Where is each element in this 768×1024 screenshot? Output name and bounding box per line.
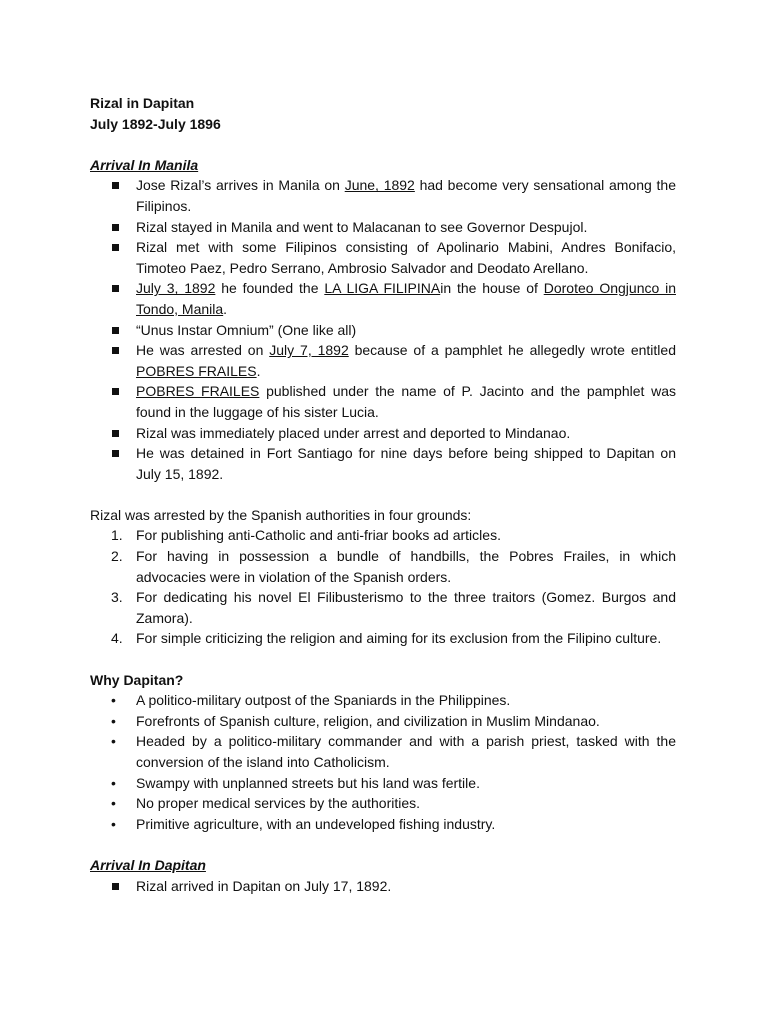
underlined-date: July 7, 1892 xyxy=(269,342,349,359)
square-bullet-icon xyxy=(112,430,119,437)
list-item xyxy=(90,423,676,444)
spacer xyxy=(90,834,676,855)
item-text: “Unus Instar Omnium” (One like all) xyxy=(136,321,357,338)
arrival-manila-list xyxy=(90,175,676,484)
item-number: 4. xyxy=(111,630,123,647)
list-item xyxy=(90,340,676,381)
list-item xyxy=(90,793,676,814)
spacer xyxy=(90,134,676,155)
list-item xyxy=(90,690,676,711)
section-heading-arrival-dapitan: Arrival In Dapitan xyxy=(90,856,206,873)
round-bullet-icon: • xyxy=(111,815,116,832)
item-number: 3. xyxy=(111,589,123,606)
item-text: Forefronts of Spanish culture, religion, and civilization in Muslim Mindanao. xyxy=(136,712,600,729)
item-text: Rizal arrived in Dapitan on July 17, 1892. xyxy=(136,877,392,894)
item-text: Rizal met with some Filipinos consisting of Apolinario Mabini, Andres Bonifacio, Timoteo Paez, Pedro Serrano, Ambrosio Salvador and Deodato Arellano. xyxy=(136,239,676,276)
item-text: For simple criticizing the religion and aiming for its exclusion from the Filipino culture. xyxy=(136,630,662,647)
round-bullet-icon: • xyxy=(111,795,116,812)
item-text: Jose Rizal’s arrives in Manila on xyxy=(136,177,345,194)
underlined-title: POBRES FRAILES xyxy=(136,362,257,379)
list-item xyxy=(90,546,676,587)
list-item xyxy=(90,320,676,341)
item-text: . xyxy=(223,300,228,317)
square-bullet-icon xyxy=(112,327,119,334)
round-bullet-icon: • xyxy=(111,692,116,709)
item-text: Primitive agriculture, with an undeveloped fishing industry. xyxy=(136,815,496,832)
spacer xyxy=(90,484,676,505)
item-text: Rizal was immediately placed under arrest and deported to Mindanao. xyxy=(136,424,571,441)
square-bullet-icon xyxy=(112,347,119,354)
list-item xyxy=(90,381,676,422)
item-text: published under the name of P. Jacinto and the pamphlet was found in the luggage of his sister Lucia. xyxy=(136,383,677,420)
square-bullet-icon xyxy=(112,883,119,890)
item-text: Rizal stayed in Manila and went to Malacanan to see Governor Despujol. xyxy=(136,218,588,235)
list-item xyxy=(90,525,676,546)
square-bullet-icon xyxy=(112,285,119,292)
underlined-name: LA LIGA FILIPINA xyxy=(324,280,441,297)
arrival-dapitan-list xyxy=(90,876,676,897)
list-item xyxy=(90,175,676,216)
item-number: 2. xyxy=(111,548,123,565)
list-item xyxy=(90,814,676,835)
section-heading-why-dapitan: Why Dapitan? xyxy=(90,671,184,688)
underlined-date: June, 1892 xyxy=(344,177,415,194)
list-item xyxy=(90,278,676,319)
item-text: he founded the xyxy=(215,280,325,297)
document-dates: July 1892-July 1896 xyxy=(90,115,221,132)
document-body xyxy=(90,93,676,896)
square-bullet-icon xyxy=(112,182,119,189)
item-text: He was detained in Fort Santiago for nine days before being shipped to Dapitan on July 15, 1892. xyxy=(136,445,676,482)
square-bullet-icon xyxy=(112,388,119,395)
grounds-list xyxy=(90,525,676,649)
item-text: For having in possession a bundle of handbills, the Pobres Frailes, in which advocacies were in violation of the Spanish orders. xyxy=(136,548,676,585)
round-bullet-icon: • xyxy=(111,712,116,729)
item-text: Swampy with unplanned streets but his land was fertile. xyxy=(136,774,480,791)
square-bullet-icon xyxy=(112,224,119,231)
item-text: . xyxy=(256,362,261,379)
underlined-date: July 3, 1892 xyxy=(136,280,216,297)
why-dapitan-list xyxy=(90,690,676,834)
square-bullet-icon xyxy=(112,450,119,457)
grounds-intro: Rizal was arrested by the Spanish authorities in four grounds: xyxy=(90,506,472,523)
underlined-title: POBRES FRAILES xyxy=(136,383,260,400)
list-item xyxy=(90,217,676,238)
item-text: because of a pamphlet he allegedly wrote entitled xyxy=(348,342,676,359)
item-text: For publishing anti-Catholic and anti-friar books ad articles. xyxy=(136,527,501,544)
underlined-place: Doroteo Ongjunco in Tondo, Manila xyxy=(136,280,676,317)
item-text: A politico-military outpost of the Spaniards in the Philippines. xyxy=(136,692,511,709)
item-text: For dedicating his novel El Filibusterismo to the three traitors (Gomez. Burgos and Zamora). xyxy=(136,589,676,626)
item-text: in the house of xyxy=(440,280,544,297)
round-bullet-icon: • xyxy=(111,774,116,791)
list-item xyxy=(90,773,676,794)
list-item xyxy=(90,587,676,628)
list-item xyxy=(90,237,676,278)
item-text: had become very sensational among the Filipinos. xyxy=(136,177,676,214)
list-item xyxy=(90,731,676,772)
item-text: No proper medical services by the authorities. xyxy=(136,795,421,812)
square-bullet-icon xyxy=(112,244,119,251)
list-item xyxy=(90,711,676,732)
item-text: Headed by a politico-military commander and with a parish priest, tasked with the conversion of the island into Catholicism. xyxy=(136,733,676,770)
list-item xyxy=(90,876,676,897)
spacer xyxy=(90,649,676,670)
section-heading-arrival-manila: Arrival In Manila xyxy=(90,156,199,173)
document-title: Rizal in Dapitan xyxy=(90,95,195,111)
round-bullet-icon: • xyxy=(111,733,116,750)
list-item xyxy=(90,628,676,649)
item-text: He was arrested on xyxy=(136,342,270,359)
list-item xyxy=(90,443,676,484)
item-number: 1. xyxy=(111,527,123,544)
